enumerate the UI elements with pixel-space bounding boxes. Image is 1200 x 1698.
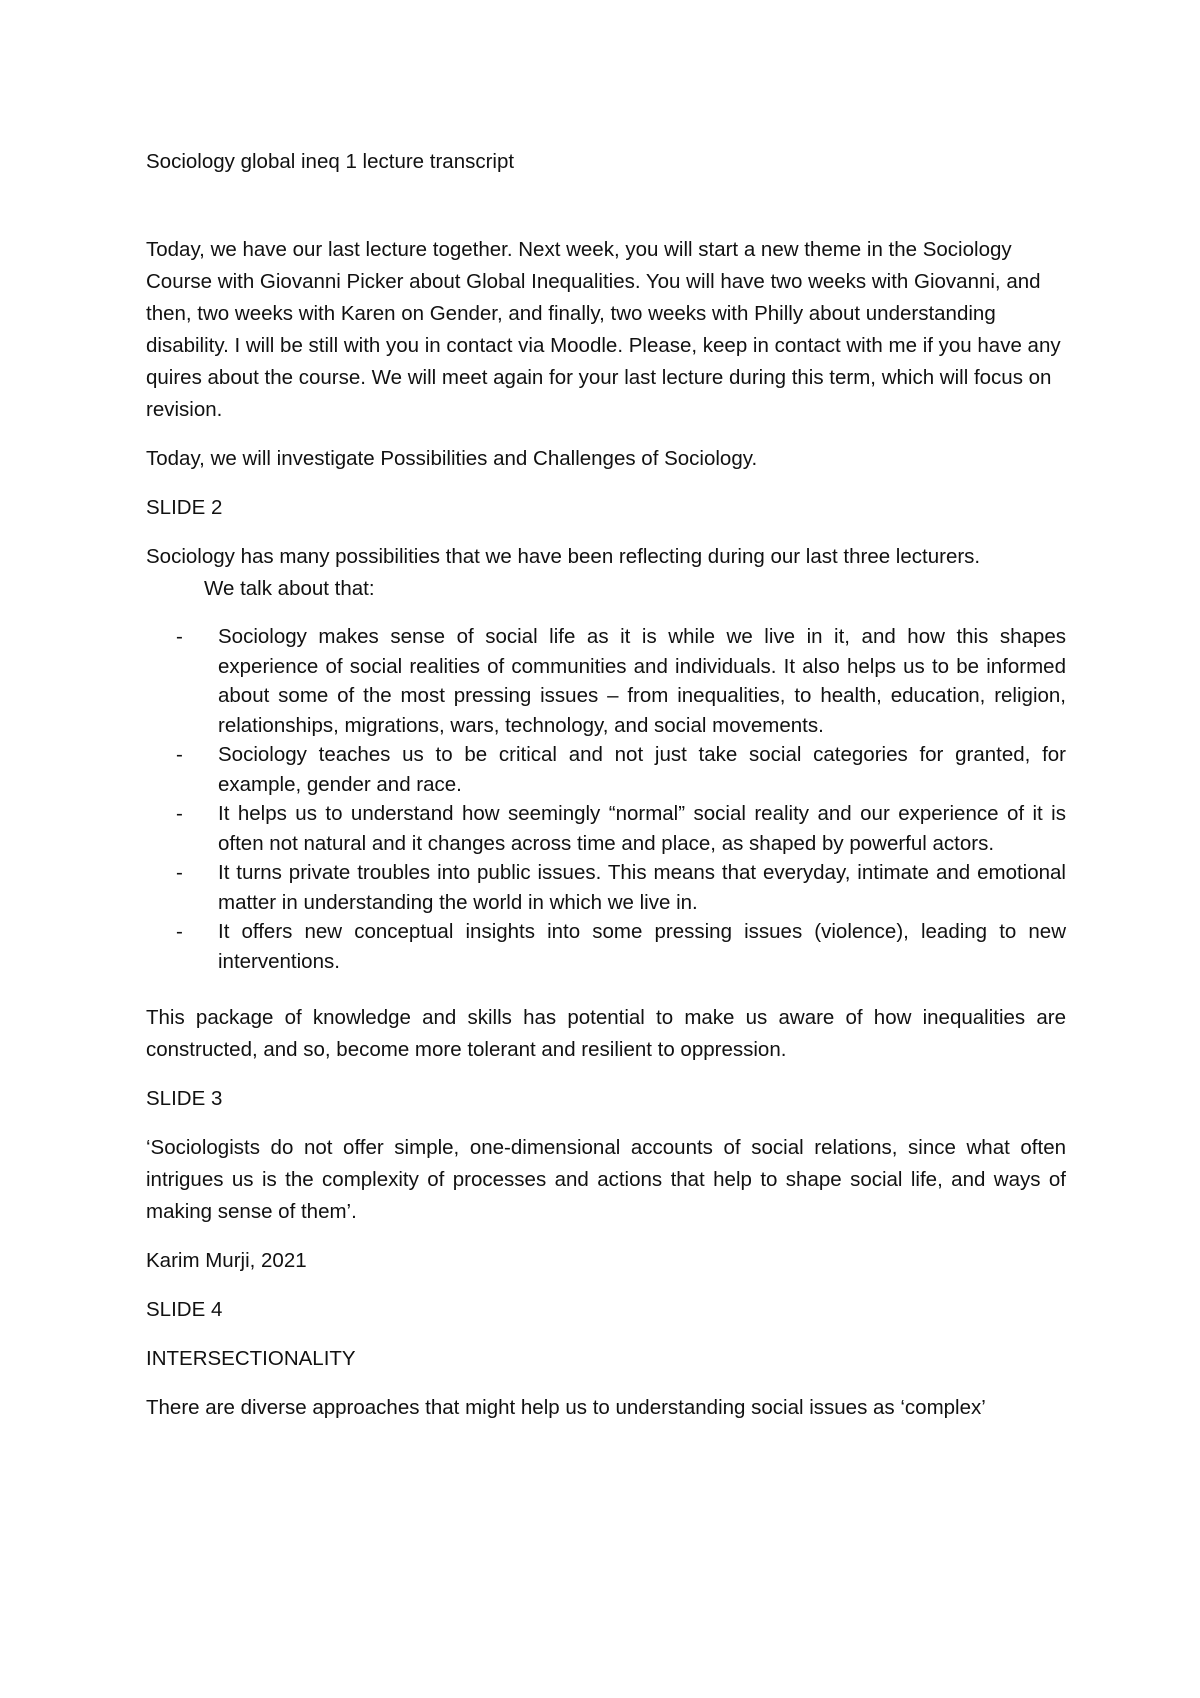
bullet-dash: - <box>176 920 183 943</box>
slide-3-heading: SLIDE 3 <box>146 1087 223 1110</box>
slide-4-text: There are diverse approaches that might help us to understanding social issues as ‘complex’ <box>146 1396 986 1419</box>
quote-author: Karim Murji, 2021 <box>146 1249 307 1272</box>
bullet-dash: - <box>176 861 183 884</box>
list-item-text: It helps us to understand how seemingly “normal” social reality and our experience of it is often not natural and it changes across time and place, as shaped by powerful actors. <box>218 802 1066 855</box>
list-item <box>146 917 1066 976</box>
package-paragraph: This package of knowledge and skills has potential to make us aware of how inequalities are constructed, and so, become more tolerant and resilient to oppression. <box>146 1006 1066 1061</box>
list-item <box>146 740 1066 799</box>
slide-2-intro: Sociology has many possibilities that we have been reflecting during our last three lecturers. <box>146 545 981 568</box>
list-item <box>146 622 1066 740</box>
slide-2-heading: SLIDE 2 <box>146 496 223 519</box>
list-item-text: It offers new conceptual insights into some pressing issues (violence), leading to new interventions. <box>218 920 1066 973</box>
document-title: Sociology global ineq 1 lecture transcript <box>146 150 515 173</box>
bullet-dash: - <box>176 625 183 648</box>
list-item <box>146 799 1066 858</box>
slide-2-intro-continued: We talk about that: <box>204 577 375 600</box>
possibilities-list <box>146 622 1066 976</box>
today-paragraph: Today, we will investigate Possibilities and Challenges of Sociology. <box>146 447 758 470</box>
document-page <box>146 146 1066 1441</box>
list-item-text: Sociology teaches us to be critical and not just take social categories for granted, for example, gender and race. <box>218 743 1066 796</box>
slide-4-subheading: INTERSECTIONALITY <box>146 1347 356 1370</box>
intro-paragraph: Today, we have our last lecture together. Next week, you will start a new theme in the Sociology Course with Giovanni Picker about Global Inequalities. You will have two weeks with Giovanni, and then, two weeks with Karen on Gender, and finally, two weeks with Philly about understanding disability. I will be still with you in contact via Moodle. Please, keep in contact with me if you have any quires about the course. We will meet again for your last lecture during this term, which will focus on revision. <box>146 238 1061 421</box>
bullet-dash: - <box>176 802 183 825</box>
list-item-text: It turns private troubles into public issues. This means that everyday, intimate and emotional matter in understanding the world in which we live in. <box>218 861 1066 914</box>
list-item-text: Sociology makes sense of social life as it is while we live in it, and how this shapes experience of social realities of communities and individuals. It also helps us to be informed about some of the most pressing issues – from inequalities, to health, education, religion, relationships, migrations, wars, technology, and social movements. <box>218 625 1066 737</box>
list-item <box>146 858 1066 917</box>
slide-4-heading: SLIDE 4 <box>146 1298 223 1321</box>
quote-paragraph: ‘Sociologists do not offer simple, one-dimensional accounts of social relations, since what often intrigues us is the complexity of processes and actions that help to shape social life, and ways of making sense of them’. <box>146 1136 1066 1223</box>
bullet-dash: - <box>176 743 183 766</box>
